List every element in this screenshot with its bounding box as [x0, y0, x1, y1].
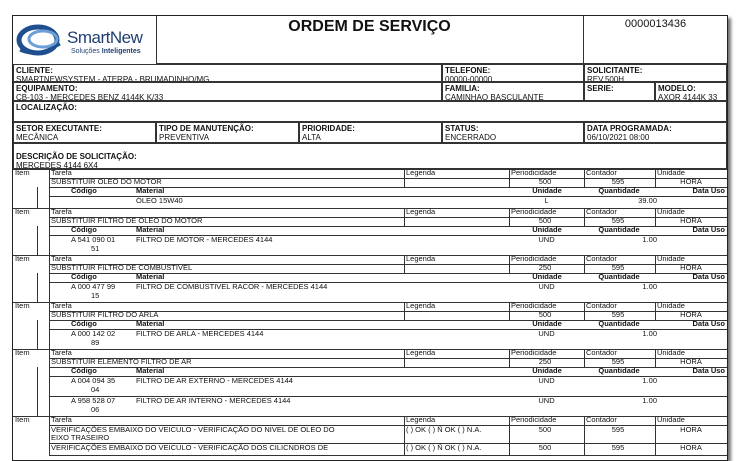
col-divider [49, 208, 50, 226]
header-periodicidade: Periodicidade [511, 208, 557, 216]
material-quantity: 1.00 [642, 283, 657, 291]
col-divider [584, 416, 585, 455]
col-divider [49, 320, 50, 349]
header-item: Item [15, 349, 30, 357]
material-unit: UND [538, 283, 555, 291]
header-periodicidade: Periodicidade [511, 255, 557, 263]
col-divider [509, 349, 510, 367]
material-header-quantidade: Quantidade [598, 367, 640, 375]
header-legenda: Legenda [406, 302, 436, 310]
material-header-data-uso: Data Uso [692, 320, 725, 328]
logo [13, 16, 157, 65]
header-periodicidade: Periodicidade [511, 302, 557, 310]
header-legenda: Legenda [406, 255, 436, 263]
col-divider [37, 226, 38, 255]
header-tarefa: Tarefa [51, 169, 72, 177]
data-programada-cell: DATA PROGRAMADA: 06/10/2021 08:00 [584, 122, 727, 143]
header-contador: Contador [586, 349, 617, 357]
col-divider [404, 255, 405, 273]
header-item: Item [15, 169, 30, 177]
header-unidade: Unidade [657, 255, 685, 263]
col-divider [49, 187, 50, 208]
material-name: FILTRO DE ARLA - MERCEDES 4144 [136, 330, 264, 338]
telefone-cell: TELEFONE: 00000-00000 [442, 64, 584, 82]
task-contador: 595 [611, 217, 625, 225]
col-divider [584, 349, 585, 367]
material-header-material: Material [136, 320, 165, 328]
material-code: A 958 528 07 [71, 397, 116, 405]
task-periodicidade: 250 [538, 358, 552, 366]
header-legenda: Legenda [406, 208, 436, 216]
material-header-quantidade: Quantidade [598, 226, 640, 234]
material-header-material: Material [136, 367, 165, 375]
equipamento-cell: EQUIPAMENTO: CB-103 - MERCEDES BENZ 4144K K/33 [13, 82, 442, 101]
header-unidade: Unidade [657, 416, 685, 424]
header-legenda: Legenda [406, 416, 436, 424]
col-divider [584, 208, 585, 226]
material-code: A 004 094 35 [71, 377, 116, 385]
header-legenda: Legenda [406, 349, 436, 357]
col-divider [37, 273, 38, 302]
logo-text: SmartNew [67, 28, 143, 47]
col-divider [655, 169, 656, 187]
col-divider [509, 255, 510, 273]
header-contador: Contador [586, 208, 617, 216]
material-unit: L [544, 197, 549, 205]
material-name: FILTRO DE COMBUSTIVEL RACOR - MERCEDES 4144 [136, 283, 328, 291]
check-task: VERIFICAÇÕES EMBAIXO DO VEICULO - VERIFICAÇÃO DO NIVEL DE OLEO DO [51, 426, 335, 434]
material-name: FILTRO DE AR EXTERNO - MERCEDES 4144 [136, 377, 293, 385]
task-contador: 595 [611, 178, 625, 186]
familia-cell: FAMILIA: CAMINHAO BASCULANTE [442, 82, 584, 101]
col-divider [37, 367, 38, 416]
material-code: A 000 142 02 [71, 330, 116, 338]
header-periodicidade: Periodicidade [511, 416, 557, 424]
material-code-suffix: 51 [91, 245, 100, 253]
col-divider [509, 302, 510, 320]
col-divider [37, 187, 38, 208]
material-header-material: Material [136, 273, 165, 281]
col-divider [509, 208, 510, 226]
col-divider [655, 302, 656, 320]
task-name: SUBSTITUIR ELEMENTO FILTRO DE AR [51, 358, 192, 366]
task-name: SUBSTITUIR OLEO DO MOTOR [51, 178, 162, 186]
material-code-suffix: 04 [91, 386, 100, 394]
material-header-quantidade: Quantidade [598, 273, 640, 281]
header-tarefa: Tarefa [51, 349, 72, 357]
check-periodicidade: 500 [538, 444, 552, 452]
logo-subtitle: Soluções Inteligentes [71, 48, 141, 55]
task-contador: 595 [611, 311, 625, 319]
check-periodicidade: 500 [538, 426, 552, 434]
col-divider [49, 169, 50, 187]
material-name: ÓLEO 15W40 [136, 197, 183, 205]
col-divider [49, 226, 50, 255]
material-header-unidade: Unidade [532, 273, 562, 281]
task-periodicidade: 250 [538, 264, 552, 272]
material-unit: UND [538, 397, 555, 405]
row-divider [49, 455, 727, 456]
task-unidade: HORA [680, 311, 702, 319]
material-code-suffix: 15 [91, 292, 100, 300]
header-unidade: Unidade [657, 169, 685, 177]
header-item: Item [15, 255, 30, 263]
header-item: Item [15, 416, 30, 424]
task-periodicidade: 500 [538, 217, 552, 225]
check-task: VERIFICAÇÕES EMBAIXO DO VEICULO - VERIFICAÇÃO DOS CILICNDROS DE [51, 444, 329, 452]
material-header-codigo: Código [71, 367, 97, 375]
page-title: ORDEM DE SERVIÇO [156, 16, 583, 64]
material-header-unidade: Unidade [532, 226, 562, 234]
material-unit: UND [538, 377, 555, 385]
material-code-suffix: 89 [91, 339, 100, 347]
prioridade-cell: PRIORIDADE: ALTA [299, 122, 442, 143]
col-divider [49, 302, 50, 320]
header-tarefa: Tarefa [51, 208, 72, 216]
col-divider [404, 416, 405, 455]
header-unidade: Unidade [657, 349, 685, 357]
col-divider [49, 367, 50, 416]
col-divider [584, 255, 585, 273]
setor-cell: SETOR EXECUTANTE: MECÂNICA [13, 122, 156, 143]
cliente-cell: CLIENTE: SMARTNEWSYSTEM - ATERPA - BRUMADINHO/MG [13, 64, 442, 82]
check-contador: 595 [611, 444, 625, 452]
col-divider [49, 255, 50, 273]
header-periodicidade: Periodicidade [511, 169, 557, 177]
header-tarefa: Tarefa [51, 416, 72, 424]
task-unidade: HORA [680, 217, 702, 225]
status-cell: STATUS: ENCERRADO [442, 122, 584, 143]
material-header-unidade: Unidade [532, 367, 562, 375]
material-header-data-uso: Data Uso [692, 226, 725, 234]
material-code: A 541 090 01 [71, 236, 116, 244]
service-order-sheet [12, 15, 728, 461]
material-quantity: 1.00 [642, 236, 657, 244]
material-header-unidade: Unidade [532, 320, 562, 328]
material-header-codigo: Código [71, 273, 97, 281]
material-name: FILTRO DE MOTOR - MERCEDES 4144 [136, 236, 273, 244]
check-legend: ( ) OK ( ) Ñ OK ( ) N.A. [406, 444, 482, 452]
task-periodicidade: 500 [538, 178, 552, 186]
header-contador: Contador [586, 302, 617, 310]
material-header-codigo: Código [71, 226, 97, 234]
col-divider [404, 302, 405, 320]
task-contador: 595 [611, 264, 625, 272]
modelo-cell: MODELO: AXOR 4144K 33 [655, 82, 727, 101]
task-unidade: HORA [680, 264, 702, 272]
material-code-suffix: 06 [91, 406, 100, 414]
material-quantity: 39.00 [638, 197, 657, 205]
task-periodicidade: 500 [538, 311, 552, 319]
header-unidade: Unidade [657, 302, 685, 310]
material-code: A 000 477 99 [71, 283, 116, 291]
header-contador: Contador [586, 169, 617, 177]
header-legenda: Legenda [406, 169, 436, 177]
material-unit: UND [538, 236, 555, 244]
header-contador: Contador [586, 416, 617, 424]
tipo-manutencao-cell: TIPO DE MANUTENÇÃO: PREVENTIVA [156, 122, 299, 143]
col-divider [404, 169, 405, 187]
material-header-unidade: Unidade [532, 187, 562, 195]
material-header-data-uso: Data Uso [692, 273, 725, 281]
task-name: SUBSTITUIR FILTRO DE OLEO DO MOTOR [51, 217, 203, 225]
task-name: SUBSTITUIR FILTRO DE COMBUSTÍVEL [51, 264, 193, 272]
material-header-material: Material [136, 226, 165, 234]
col-divider [509, 416, 510, 455]
check-unidade: HORA [680, 426, 702, 434]
check-task-cont: EIXO TRASEIRO [51, 434, 110, 442]
material-name: FILTRO DE AR INTERNO - MERCEDES 4144 [136, 397, 291, 405]
header-tarefa: Tarefa [51, 255, 72, 263]
logo-swirl-icon [16, 22, 66, 58]
solicitante-cell: SOLICITANTE: REV.500H [584, 64, 727, 82]
localizacao-cell: LOCALIZAÇÃO: [13, 101, 727, 122]
material-header-quantidade: Quantidade [598, 187, 640, 195]
check-legend: ( ) OK ( ) Ñ OK ( ) N.A. [406, 426, 482, 434]
task-unidade: HORA [680, 358, 702, 366]
col-divider [49, 349, 50, 367]
material-header-data-uso: Data Uso [692, 187, 725, 195]
order-number: 0000013436 [583, 16, 727, 64]
col-divider [655, 255, 656, 273]
col-divider [509, 169, 510, 187]
header-tarefa: Tarefa [51, 302, 72, 310]
check-unidade: HORA [680, 444, 702, 452]
col-divider [655, 416, 656, 455]
col-divider [584, 169, 585, 187]
material-quantity: 1.00 [642, 330, 657, 338]
col-divider [404, 349, 405, 367]
material-header-material: Material [136, 187, 165, 195]
col-divider [404, 208, 405, 226]
task-contador: 595 [611, 358, 625, 366]
header-periodicidade: Periodicidade [511, 349, 557, 357]
header-contador: Contador [586, 255, 617, 263]
material-header-quantidade: Quantidade [598, 320, 640, 328]
check-contador: 595 [611, 426, 625, 434]
material-header-data-uso: Data Uso [692, 367, 725, 375]
material-header-codigo: Código [71, 187, 97, 195]
col-divider [37, 320, 38, 349]
header-unidade: Unidade [657, 208, 685, 216]
material-quantity: 1.00 [642, 377, 657, 385]
header-item: Item [15, 302, 30, 310]
task-unidade: HORA [680, 178, 702, 186]
task-name: SUBSTITUIR FILTRO DO ARLA [51, 311, 159, 319]
col-divider [655, 208, 656, 226]
material-header-codigo: Código [71, 320, 97, 328]
descricao-cell: DESCRIÇÃO DE SOLICITAÇÃO: MERCEDES 4144 6X4 [13, 143, 727, 169]
col-divider [655, 349, 656, 367]
header-item: Item [15, 208, 30, 216]
material-unit: UND [538, 330, 555, 338]
col-divider [49, 273, 50, 302]
col-divider [584, 302, 585, 320]
col-divider [49, 416, 50, 455]
serie-cell: SERIE: [584, 82, 655, 101]
material-quantity: 1.00 [642, 397, 657, 405]
